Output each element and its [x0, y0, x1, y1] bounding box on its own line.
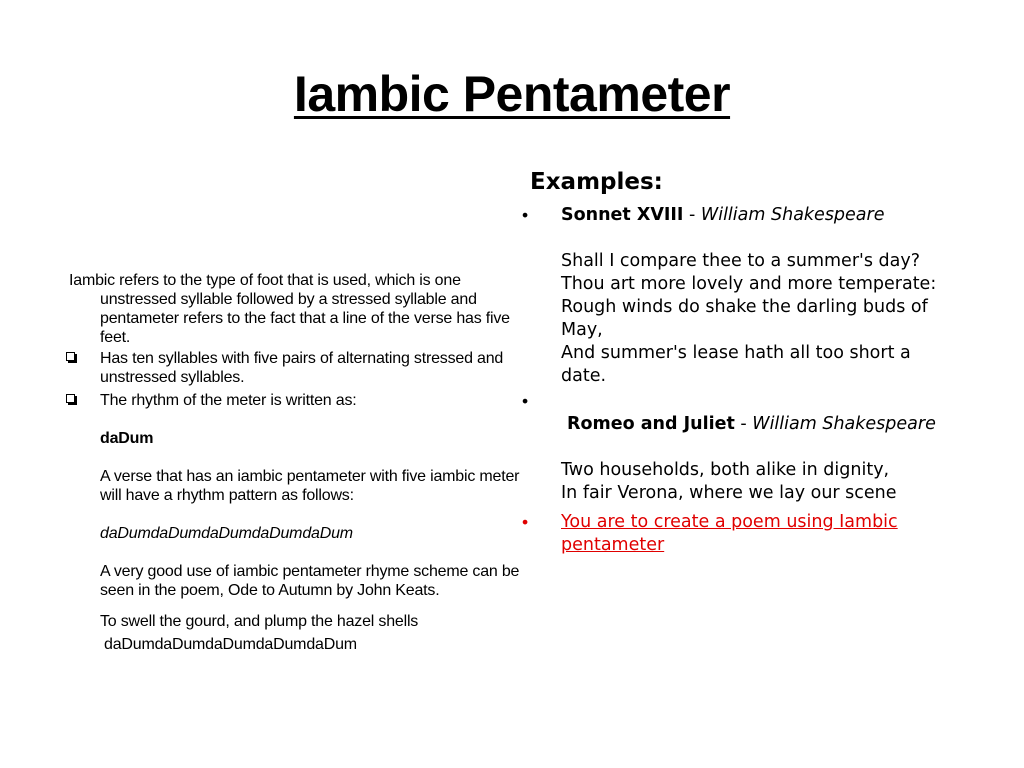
example-romeo: [520, 413, 960, 436]
bullet-text: Has ten syllables with five pairs of alternating stressed and unstressed syllables.: [100, 350, 504, 386]
poem-line: Two households, both alike in dignity,: [561, 460, 890, 480]
empty-bullet: [520, 390, 960, 413]
rhythm-pattern: daDumdaDumdaDumdaDumdaDum: [100, 525, 353, 542]
work-title: Sonnet XVIII: [561, 205, 684, 225]
rhythm-unit: daDum: [100, 430, 154, 447]
example-romeo-lines: [520, 436, 960, 505]
right-column: [520, 171, 960, 557]
bullet-dot-icon: •: [522, 391, 529, 411]
poem-line: Thou art more lovely and more temperate:: [561, 274, 937, 294]
usage-description: A very good use of iambic pentameter rhyme scheme can be seen in the poem, Ode to Autumn by John Keats.: [100, 563, 520, 599]
author-name: William Shakespeare: [700, 205, 885, 225]
intro-paragraph: Iambic refers to the type of foot that is used, which is one unstressed syllable followed by a stressed syllable and pentameter refers to the fact that a line of the verse has five feet.: [69, 272, 510, 346]
bullet-dot-icon: •: [522, 205, 529, 225]
verse-description: A verse that has an iambic pentameter with five iambic meter will have a rhythm pattern as follows:: [100, 468, 520, 504]
author-name: William Shakespeare: [752, 414, 936, 434]
poem-line: And summer's lease hath all too short a date.: [561, 343, 911, 386]
example-sonnet: [520, 204, 960, 388]
quote-line: To swell the gourd, and plump the hazel shells: [100, 613, 419, 630]
example-header: [561, 204, 960, 227]
left-column: [58, 271, 528, 654]
assignment-link[interactable]: You are to create a poem using Iambic pentameter: [561, 512, 898, 555]
bullet-dot-icon: •: [522, 512, 529, 532]
poem-line: Rough winds do shake the darling buds of May,: [561, 297, 928, 340]
checkbox-bullet-icon: [66, 394, 75, 403]
bullet-item: [58, 349, 528, 387]
work-title: Romeo and Juliet: [567, 414, 735, 434]
assignment-item: [520, 511, 960, 557]
bullet-item: [58, 391, 528, 410]
checkbox-bullet-icon: [66, 352, 75, 361]
examples-heading: Examples:: [530, 169, 663, 195]
example-header: [567, 413, 960, 436]
poem-line: In fair Verona, where we lay our scene: [561, 483, 897, 503]
separator: -: [734, 414, 753, 434]
slide-title: Iambic Pentameter: [293, 66, 731, 122]
poem-line: Shall I compare thee to a summer's day?: [561, 251, 920, 271]
separator: -: [683, 205, 701, 225]
quote-pattern: daDumdaDumdaDumdaDumdaDum: [104, 636, 357, 653]
bullet-text: The rhythm of the meter is written as:: [100, 392, 357, 409]
